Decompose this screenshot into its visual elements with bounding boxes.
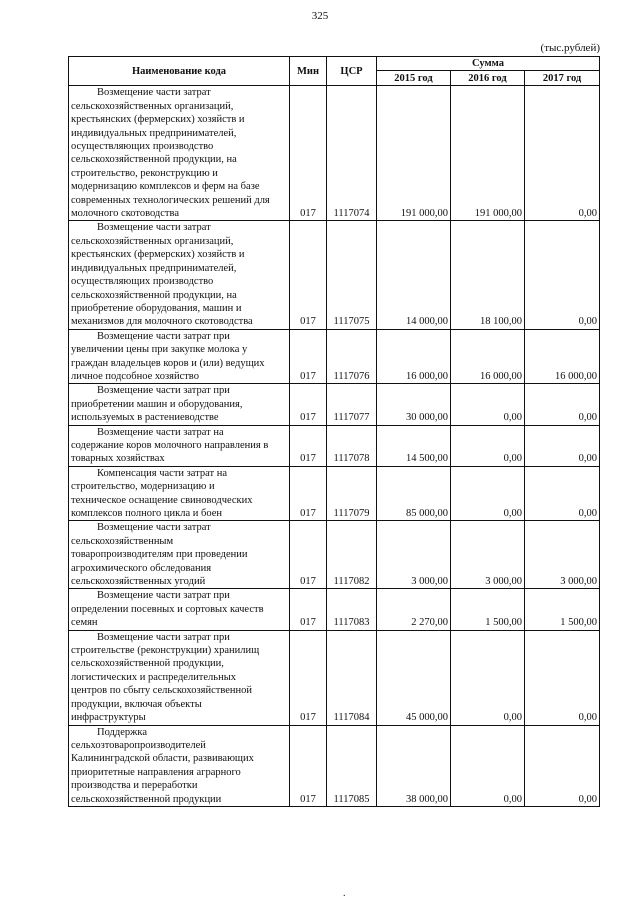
row-name-line: комплексов полного цикла и боен bbox=[71, 508, 222, 519]
row-2017: 0,00 bbox=[525, 466, 600, 521]
row-2016: 16 000,00 bbox=[451, 329, 525, 384]
row-name-line: Возмещение части затрат bbox=[97, 222, 211, 234]
row-name bbox=[69, 384, 290, 425]
header-2017: 2017 год bbox=[525, 71, 600, 86]
row-csr: 1117084 bbox=[327, 630, 377, 725]
row-2015: 2 270,00 bbox=[377, 589, 451, 630]
row-name-line: техническое оснащение свиноводческих bbox=[71, 494, 253, 506]
row-name-line: граждан владельцев коров и (или) ведущих bbox=[71, 357, 265, 369]
row-name-line: центров по сбыту сельскохозяйственной bbox=[71, 685, 253, 697]
row-csr: 1117082 bbox=[327, 521, 377, 589]
row-name-line: сельскохозяйственных организаций, bbox=[71, 235, 234, 247]
row-name bbox=[69, 86, 290, 221]
row-min: 017 bbox=[290, 630, 327, 725]
table-row bbox=[69, 521, 600, 589]
row-name-line: сельскохозяйственным bbox=[71, 535, 174, 547]
table-row bbox=[69, 725, 600, 806]
row-2017: 16 000,00 bbox=[525, 329, 600, 384]
row-2016: 0,00 bbox=[451, 384, 525, 425]
row-2015: 14 500,00 bbox=[377, 425, 451, 466]
budget-table bbox=[68, 56, 600, 807]
row-name bbox=[69, 425, 290, 466]
row-name-line: индивидуальных предпринимателей, bbox=[71, 127, 237, 139]
page-number: 325 bbox=[311, 10, 329, 22]
row-name-line: модернизацию комплексов и ферм на базе bbox=[71, 181, 260, 193]
row-2016: 0,00 bbox=[451, 725, 525, 806]
row-name-line: Возмещение части затрат на bbox=[97, 426, 224, 438]
row-name-line: строительство, реконструкцию и bbox=[71, 167, 218, 179]
row-name-line: определении посевных и сортовых качеств bbox=[71, 603, 264, 615]
row-name-line: Возмещение части затрат при bbox=[97, 631, 230, 643]
table-row bbox=[69, 221, 600, 329]
row-name-line: крестьянских (фермерских) хозяйств и bbox=[71, 249, 245, 261]
row-csr: 1117085 bbox=[327, 725, 377, 806]
row-2016: 3 000,00 bbox=[451, 521, 525, 589]
row-2016: 0,00 bbox=[451, 466, 525, 521]
table-body bbox=[69, 86, 600, 807]
row-name-line: индивидуальных предпринимателей, bbox=[71, 262, 237, 274]
row-min: 017 bbox=[290, 86, 327, 221]
row-name-line: Возмещение части затрат bbox=[97, 522, 211, 534]
row-name-line: осуществляющих производство bbox=[71, 276, 214, 288]
row-2015: 191 000,00 bbox=[377, 86, 451, 221]
row-csr: 1117077 bbox=[327, 384, 377, 425]
header-2016: 2016 год bbox=[451, 71, 525, 86]
row-name bbox=[69, 466, 290, 521]
row-csr: 1117079 bbox=[327, 466, 377, 521]
row-2016: 1 500,00 bbox=[451, 589, 525, 630]
row-2015: 85 000,00 bbox=[377, 466, 451, 521]
row-name-line: осуществляющих производство bbox=[71, 141, 214, 153]
row-csr: 1117074 bbox=[327, 86, 377, 221]
row-name-line: Возмещение части затрат bbox=[97, 87, 211, 99]
row-min: 017 bbox=[290, 725, 327, 806]
row-min: 017 bbox=[290, 384, 327, 425]
row-2015: 14 000,00 bbox=[377, 221, 451, 329]
row-name-line: приобретении машин и оборудования, bbox=[71, 398, 243, 410]
row-name-line: Компенсация части затрат на bbox=[97, 467, 228, 479]
row-csr: 1117078 bbox=[327, 425, 377, 466]
table-row bbox=[69, 86, 600, 221]
header-csr: ЦСР bbox=[327, 57, 377, 86]
row-csr: 1117076 bbox=[327, 329, 377, 384]
row-name-line: приобретение оборудования, машин и bbox=[71, 302, 242, 314]
row-name-line: сельскохозяйственных организаций, bbox=[71, 100, 234, 112]
row-name-line: семян bbox=[71, 617, 98, 629]
row-name bbox=[69, 329, 290, 384]
row-2017: 3 000,00 bbox=[525, 521, 600, 589]
row-2017: 1 500,00 bbox=[525, 589, 600, 630]
row-name-line: продукции, включая объекты bbox=[71, 698, 202, 710]
row-2015: 30 000,00 bbox=[377, 384, 451, 425]
row-2017: 0,00 bbox=[525, 384, 600, 425]
row-2015: 45 000,00 bbox=[377, 630, 451, 725]
row-name-line: Возмещение части затрат при bbox=[97, 330, 230, 342]
row-name bbox=[69, 630, 290, 725]
header-name: Наименование кода bbox=[69, 57, 290, 86]
row-name-line: Возмещение части затрат при bbox=[97, 385, 230, 397]
row-name-line: личное подсобное хозяйство bbox=[71, 370, 199, 382]
row-min: 017 bbox=[290, 466, 327, 521]
row-name-line: Калининградской области, развивающих bbox=[71, 753, 254, 765]
row-name-line: инфраструктуры bbox=[71, 712, 146, 724]
row-name-line: сельскохозяйственной продукции bbox=[71, 793, 222, 805]
row-name-line: Возмещение части затрат при bbox=[97, 590, 230, 602]
table-row bbox=[69, 589, 600, 630]
table-row bbox=[69, 466, 600, 521]
row-csr: 1117075 bbox=[327, 221, 377, 329]
row-name-line: сельскохозяйственной продукции, на bbox=[71, 154, 237, 166]
row-name-line: строительство, модернизацию и bbox=[71, 481, 215, 493]
row-name-line: сельскохозяйственной продукции, bbox=[71, 658, 224, 670]
row-2017: 0,00 bbox=[525, 630, 600, 725]
row-2015: 38 000,00 bbox=[377, 725, 451, 806]
row-name-line: товаропроизводителям при проведении bbox=[71, 549, 248, 561]
units-label: (тыс.рублей) bbox=[540, 42, 600, 54]
row-2016: 0,00 bbox=[451, 425, 525, 466]
row-2017: 0,00 bbox=[525, 425, 600, 466]
row-min: 017 bbox=[290, 221, 327, 329]
row-name-line: сельхозтоваропроизводителей bbox=[71, 739, 206, 751]
row-2017: 0,00 bbox=[525, 86, 600, 221]
row-min: 017 bbox=[290, 521, 327, 589]
row-name-line: Поддержка bbox=[97, 726, 147, 738]
row-name-line: молочного скотоводства bbox=[71, 208, 179, 220]
table-row bbox=[69, 329, 600, 384]
table-row bbox=[69, 425, 600, 466]
row-name bbox=[69, 521, 290, 589]
row-2015: 16 000,00 bbox=[377, 329, 451, 384]
row-name-line: современных технологических решений для bbox=[71, 194, 270, 206]
row-min: 017 bbox=[290, 425, 327, 466]
row-min: 017 bbox=[290, 589, 327, 630]
row-name-line: механизмов для молочного скотоводства bbox=[71, 316, 253, 328]
row-name-line: товарных хозяйствах bbox=[71, 453, 165, 465]
table-header bbox=[69, 57, 600, 86]
row-name-line: используемых в растениеводстве bbox=[71, 412, 219, 424]
row-name-line: сельскохозяйственной продукции, на bbox=[71, 289, 237, 301]
row-name-line: производства и переработки bbox=[71, 780, 198, 792]
row-name-line: агрохимического обследования bbox=[71, 562, 212, 574]
row-name-line: сельскохозяйственных угодий bbox=[71, 576, 206, 588]
row-2016: 0,00 bbox=[451, 630, 525, 725]
row-min: 017 bbox=[290, 329, 327, 384]
row-csr: 1117083 bbox=[327, 589, 377, 630]
table-row bbox=[69, 384, 600, 425]
row-name-line: логистических и распределительных bbox=[71, 671, 237, 683]
row-name bbox=[69, 725, 290, 806]
row-name-line: содержание коров молочного направления в bbox=[71, 439, 269, 451]
header-min: Мин bbox=[290, 57, 327, 86]
row-2016: 191 000,00 bbox=[451, 86, 525, 221]
row-2016: 18 100,00 bbox=[451, 221, 525, 329]
header-2015: 2015 год bbox=[377, 71, 451, 86]
row-name-line: строительстве (реконструкции) хранилищ bbox=[71, 645, 260, 657]
row-name-line: приоритетные направления аграрного bbox=[71, 766, 241, 778]
row-2017: 0,00 bbox=[525, 725, 600, 806]
row-2017: 0,00 bbox=[525, 221, 600, 329]
header-sum: Сумма bbox=[377, 57, 600, 71]
row-name bbox=[69, 221, 290, 329]
row-name bbox=[69, 589, 290, 630]
row-2015: 3 000,00 bbox=[377, 521, 451, 589]
row-name-line: увеличении цены при закупке молока у bbox=[71, 344, 248, 356]
footer-mark: . bbox=[343, 888, 346, 899]
table-row bbox=[69, 630, 600, 725]
row-name-line: крестьянских (фермерских) хозяйств и bbox=[71, 114, 245, 126]
